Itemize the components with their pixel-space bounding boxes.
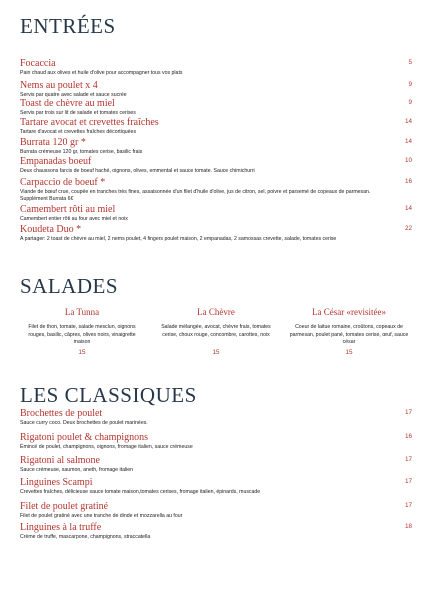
item-name: Tartare avocat et crevettes fraîches [20,117,159,128]
salades-title: SALADES [20,274,119,298]
item-price: 17 [404,502,412,509]
item-name: Nems au poulet x 4 [20,80,98,91]
item-price: 16 [404,178,412,185]
item-price: 9 [408,99,412,106]
menu-item [20,58,412,77]
menu-item [20,432,412,451]
item-price: 18 [404,523,412,530]
item-name: Rigatoni poulet & champignons [20,432,149,443]
item-description: Crème de truffe, mascarpone, champignons, straccatella [20,534,151,540]
menu-item [20,137,412,156]
item-description: Émincé de poulet, champignons, oignons, fromage italien, sauce crémeuse [20,444,193,450]
menu-item [20,501,412,520]
salade-item [289,307,409,362]
salade-name: La Chèvre [197,307,235,317]
salade-price: 15 [212,349,220,356]
item-name: Linguines à la truffe [20,522,102,533]
salade-item [22,307,142,362]
item-supplement: Supplément Burrata 6€ [20,196,74,202]
item-name: Koudeta Duo * [20,224,82,235]
item-name: Brochettes de poulet [20,408,103,419]
entrees-title: ENTRÉES [20,14,116,38]
item-description: Burrata crémeuse 120 gr, tomates cerise, basilic frais [20,149,143,155]
salade-price: 15 [345,349,353,356]
item-description: Viande de bœuf crue, coupée en tranches très fines, assaisonnée d'un filet d'huile d'olive, jus de citron, sel, poivre et parsemé de copeaux de parmesan. [20,189,371,195]
item-price: 17 [404,409,412,416]
item-description: Servis par quatre avec salade et sauce sucrée [20,92,127,98]
item-price: 14 [404,118,412,125]
menu-item [20,522,412,541]
menu-item [20,477,412,496]
menu-item [20,408,412,427]
salade-description: Filet de thon, tomate, salade mesclun, oignons rouges, basilic, câpres, olives noirs, vinaigrette maison [28,324,136,345]
item-price: 22 [404,225,412,232]
item-description: Filet de poulet gratiné avec une tranche de dinde et mozzarella au four [20,513,183,519]
item-price: 16 [404,433,412,440]
item-name: Toast de chèvre au miel [20,98,115,109]
menu-item [20,156,412,175]
item-description: Sauce curry coco. Deux brochettes de poulet marinées. [20,420,148,426]
salade-description: Coeur de laitue romaine, croûtons, copeaux de parmesan, poulet pané, tomates cerise, œuf, sauce césar [289,324,409,345]
item-price: 9 [408,81,412,88]
menu-item [20,98,412,117]
item-description: Servis par trois sur lit de salade et tomates cerises [20,110,136,116]
salade-price: 15 [78,349,86,356]
item-name: Burrata 120 gr * [20,137,86,148]
item-name: Empanadas boeuf [20,156,92,167]
salade-name: La César «revisitée» [312,307,386,317]
item-name: Camembert rôti au miel [20,204,116,215]
item-name: Rigatoni al salmone [20,455,100,466]
item-description: A partager: 2 toast de chèvre au miel, 2 nems poulet, 4 fingers poulet maison, 2 empanadas, 2 samossas crevette, salade, tomates cerise [20,236,337,242]
salade-name: La Tunna [64,307,100,317]
item-description: Tartare d'avocat et crevettes fraîches décortiquées [20,129,137,135]
item-description: Camembert entier rôti au four avec miel et noix [20,216,128,222]
item-description: Crevettes fraîches, délicieuse sauce tomate maison,tomates cerises, fromage italien, épinards, muscade [20,489,261,495]
item-description: Deux chaussons farcis de boeuf haché, oignons, olives, emmental et sauce tomate. Sauce chimichurri [20,168,255,174]
item-description: Sauce crémeuse, saumon, aneth, fromage italien [20,467,134,473]
classiques-title: LES CLASSIQUES [20,383,197,407]
salade-description: Salade mélangée, avocat, chèvre frais, tomates cerise, choux rouge, concombre, carottes, noix [161,324,271,338]
menu-item [20,80,412,99]
menu-item [20,204,412,223]
item-price: 14 [404,138,412,145]
menu-item [20,224,412,243]
salade-item [156,307,276,362]
item-price: 14 [404,205,412,212]
item-price: 17 [404,456,412,463]
item-name: Filet de poulet gratiné [20,501,109,512]
item-price: 17 [404,478,412,485]
item-price: 10 [404,157,412,164]
menu-item [20,177,412,203]
item-name: Focaccia [20,58,56,69]
item-name: Linguines Scampi [20,477,93,488]
item-price: 5 [408,59,412,66]
menu-item [20,455,412,474]
menu-item [20,117,412,136]
item-name: Carpaccio de boeuf * [20,177,106,188]
item-description: Pain chaud aux olives et huile d'olive pour accompagner tous vos plats [20,70,183,76]
